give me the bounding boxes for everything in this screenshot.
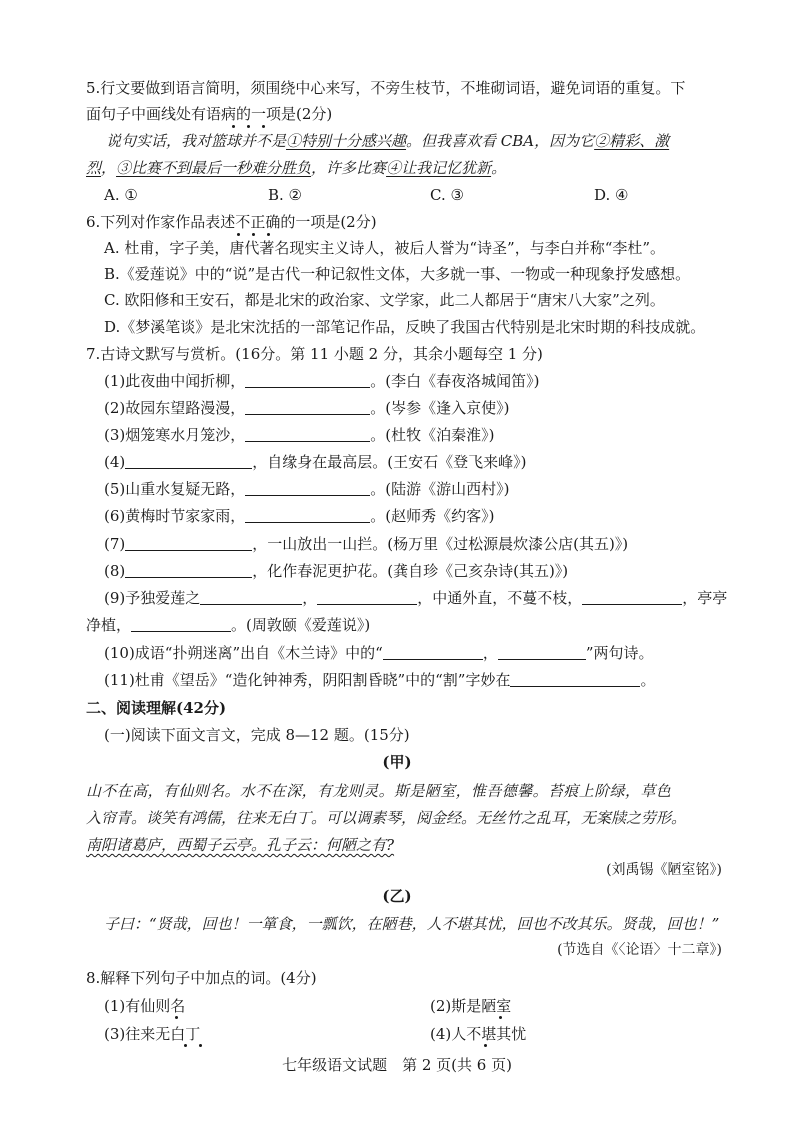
- answer-blank[interactable]: [510, 670, 640, 687]
- q5-text-1: 说句实话，我对篮球并不是: [106, 132, 287, 150]
- q5-underlined-2b: 烈: [86, 159, 102, 177]
- q7-3-text: (3)烟笼寒水月笼沙，: [104, 426, 246, 444]
- q7-9-source: 。(周敦颐《爱莲说》): [231, 616, 371, 634]
- passage-jia-title: (甲): [382, 753, 412, 771]
- passage-yi-line1: 子曰：“贤哉，回也！一箪食，一瓢饮，在陋巷，人不堪其忧，回也不改其乐。贤哉，回也！”: [104, 915, 720, 933]
- emphasis-dot: [175, 1016, 178, 1019]
- q5-underlined-4: ④让我记忆犹新: [386, 159, 492, 177]
- subsection-heading: (一)阅读下面文言文，完成 8—12 题。(15分): [104, 726, 410, 744]
- q8-item-1: (1)有仙则名: [104, 997, 186, 1015]
- q7-item-7: [104, 534, 628, 554]
- q7-9-text-b: ，: [302, 589, 318, 607]
- q8-item-2: (2)斯是陋室: [430, 997, 512, 1015]
- q7-5-source: 。(陆游《游山西村》): [370, 480, 510, 498]
- answer-blank[interactable]: [125, 534, 252, 551]
- q5-option-d: D. ④: [594, 186, 629, 204]
- answer-blank[interactable]: [125, 561, 252, 578]
- emphasis-dots: [184, 1044, 202, 1047]
- answer-blank[interactable]: [582, 588, 682, 605]
- passage-jia-line1: 山不在高，有仙则名。水不在深，有龙则灵。斯是陋室，惟吾德馨。苔痕上阶绿，草色: [86, 782, 672, 800]
- q7-item-3: [104, 425, 494, 445]
- q8-stem: 8.解释下列句子中加点的词。(4分): [86, 969, 317, 987]
- q6-option-a: A. 杜甫，字子美，唐代著名现实主义诗人，被后人誉为“诗圣”，与李白并称“李杜”。: [104, 239, 666, 257]
- q5-option-b: B. ②: [268, 186, 303, 204]
- passage-yi-title: (乙): [382, 887, 412, 905]
- passage-yi-source: (节选自《〈论语〉十二章》): [557, 942, 722, 958]
- q6-option-c: C. 欧阳修和王安石，都是北宋的政治家、文学家，此二人都居于“唐宋八大家”之列。: [104, 291, 665, 309]
- q5-stem-line1: 5.行文要做到语言简明，须围绕中心来写，不旁生枝节，不堆砌词语，避免词语的重复。下: [86, 79, 686, 97]
- q7-4-text: (4): [104, 453, 126, 471]
- emphasis-dots: [237, 233, 270, 236]
- q7-item-9-cont: [86, 615, 370, 635]
- answer-blank[interactable]: [245, 506, 370, 523]
- q7-item-11: [104, 670, 655, 690]
- q5-sentence-line1: [106, 131, 669, 151]
- q5-text-5: 。: [491, 159, 507, 177]
- passage-jia-line2: 入帘青。谈笑有鸿儒，往来无白丁。可以调素琴，阅金经。无丝竹之乱耳，无案牍之劳形。: [86, 809, 687, 827]
- passage-jia-source: (刘禹锡《陋室铭》): [606, 862, 722, 878]
- q7-2-source: 。(岑参《逢入京使》): [370, 399, 510, 417]
- q7-item-6: [104, 506, 494, 526]
- q7-item-2: [104, 398, 509, 418]
- q5-underlined-3: ③比赛不到最后一秒难分胜负: [116, 159, 312, 177]
- answer-blank[interactable]: [245, 398, 370, 415]
- q7-1-text: (1)此夜曲中闻折柳，: [104, 372, 246, 390]
- answer-blank[interactable]: [383, 643, 483, 660]
- answer-blank[interactable]: [317, 588, 417, 605]
- q7-9-text-c: ，中通外直，不蔓不枝，: [417, 589, 583, 607]
- q7-2-text: (2)故园东望路漫漫，: [104, 399, 246, 417]
- q7-item-10: [104, 643, 654, 663]
- q7-item-4: [104, 452, 526, 472]
- q7-5-text: (5)山重水复疑无路，: [104, 480, 246, 498]
- q7-3-source: 。(杜牧《泊秦淮》): [370, 426, 495, 444]
- answer-blank[interactable]: [125, 452, 252, 469]
- section-heading: 二、阅读理解(42分): [86, 699, 227, 717]
- q5-underlined-1: ①特别十分感兴趣: [286, 132, 407, 150]
- page-footer: 七年级语文试题 第 2 页(共 6 页): [282, 1056, 512, 1074]
- q6-option-b: B.《爱莲说》中的“说”是古代一种记叙性文体，大多就一事、一物或一种现象抒发感想。: [104, 265, 691, 283]
- q8-item-4: (4)人不堪其忧: [430, 1025, 527, 1043]
- q7-9-text-d: ，亭亭: [682, 589, 728, 607]
- q7-6-text: (6)黄梅时节家家雨，: [104, 507, 246, 525]
- q7-9-text-a: (9)予独爱莲之: [104, 589, 201, 607]
- answer-blank[interactable]: [498, 643, 586, 660]
- q7-stem: 7.古诗文默写与赏析。(16分。第 11 小题 2 分，其余小题每空 1 分): [86, 345, 543, 363]
- q8-item-3: (3)往来无白丁: [104, 1025, 201, 1043]
- wavy-underlined-sentence: 南阳诸葛庐，西蜀子云亭。孔子云：何陋之有?: [86, 836, 395, 854]
- q7-item-1: [104, 371, 539, 391]
- emphasis-dot: [484, 1044, 487, 1047]
- q6-stem: 6.下列对作家作品表述不正确的一项是(2分): [86, 213, 377, 231]
- q7-8-text: (8): [104, 562, 126, 580]
- q7-10-text: (10)成语“扑朔迷离”出自《木兰诗》中的“: [104, 644, 383, 662]
- q5-text-2: 。但我喜欢看 CBA，因为它: [406, 132, 595, 150]
- q5-text-3: ，: [101, 159, 117, 177]
- q7-item-9: [104, 588, 727, 608]
- answer-blank[interactable]: [245, 425, 370, 442]
- q7-4-source: ，自缘身在最高层。(王安石《登飞来峰》): [252, 453, 527, 471]
- q5-stem-line2: 面句子中画线处有语病的一项是(2分): [86, 105, 333, 123]
- q7-9-text-e: 净植，: [86, 616, 132, 634]
- q7-item-5: [104, 479, 509, 499]
- answer-blank[interactable]: [131, 615, 231, 632]
- q7-item-8: [104, 561, 568, 581]
- q7-8-source: ，化作春泥更护花。(龚自珍《己亥杂诗(其五)》): [252, 562, 569, 580]
- q7-1-source: 。(李白《春夜洛城闻笛》): [370, 372, 540, 390]
- q6-option-d: D.《梦溪笔谈》是北宋沈括的一部笔记作品，反映了我国古代特别是北宋时期的科技成就。: [104, 318, 706, 336]
- q5-option-a: A. ①: [104, 186, 138, 204]
- q7-11-text: (11)杜甫《望岳》“造化钟神秀，阴阳割昏晓”中的“割”字妙在: [104, 671, 511, 689]
- q7-10-comma: ，: [482, 644, 498, 662]
- q5-sentence-line2: [86, 158, 506, 178]
- q5-underlined-2a: ②精彩、激: [594, 132, 670, 150]
- q7-6-source: 。(赵师秀《约客》): [370, 507, 495, 525]
- q7-10-tail: ”两句诗。: [585, 644, 654, 662]
- answer-blank[interactable]: [245, 371, 370, 388]
- q5-text-4: ，许多比赛: [311, 159, 387, 177]
- q7-11-tail: 。: [640, 671, 656, 689]
- passage-jia-line3: [86, 835, 394, 855]
- q5-option-c: C. ③: [430, 186, 464, 204]
- emphasis-dots: [232, 125, 265, 128]
- emphasis-dot: [499, 1016, 502, 1019]
- answer-blank[interactable]: [245, 479, 370, 496]
- q7-7-text: (7): [104, 535, 126, 553]
- answer-blank[interactable]: [200, 588, 302, 605]
- q7-7-source: ，一山放出一山拦。(杨万里《过松源晨炊漆公店(其五)》): [252, 535, 629, 553]
